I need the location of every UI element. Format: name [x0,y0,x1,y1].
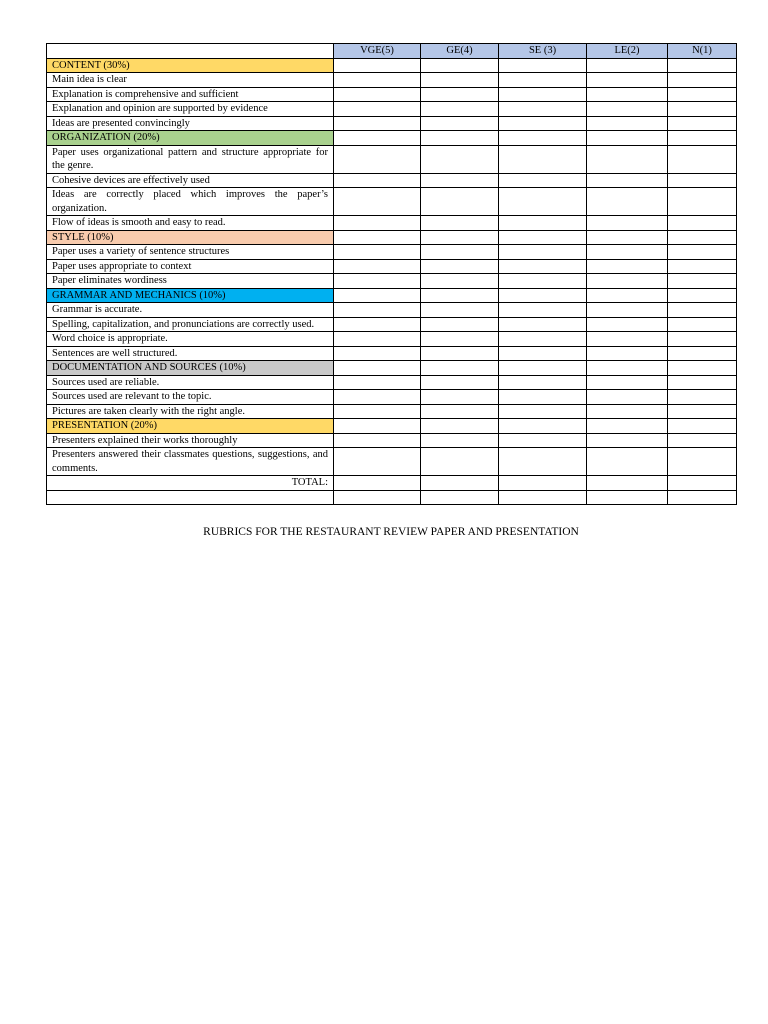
score-cell[interactable] [334,102,421,117]
rating-column-header: VGE(5) [334,44,421,59]
score-cell[interactable] [421,73,499,88]
score-cell[interactable] [421,102,499,117]
score-cell[interactable] [421,361,499,376]
criterion-label: Grammar is accurate. [47,303,334,318]
criterion-row [47,404,737,419]
score-cell[interactable] [334,404,421,419]
score-cell[interactable] [668,245,737,260]
score-cell[interactable] [421,230,499,245]
criterion-label: Presenters explained their works thoroughly [47,433,334,448]
score-cell[interactable] [421,404,499,419]
criterion-label: Sources used are relevant to the topic. [47,390,334,405]
score-cell[interactable] [668,346,737,361]
criterion-label: Cohesive devices are effectively used [47,173,334,188]
score-cell[interactable] [668,145,737,173]
score-cell[interactable] [587,145,668,173]
criterion-row [47,346,737,361]
criterion-row [47,188,737,216]
score-cell[interactable] [668,116,737,131]
score-cell[interactable] [587,131,668,146]
score-cell[interactable] [334,317,421,332]
score-cell[interactable] [499,346,587,361]
criterion-row [47,216,737,231]
score-cell[interactable] [499,145,587,173]
score-cell[interactable] [421,274,499,289]
criterion-label: Ideas are correctly placed which improves the paper’s organization. [47,188,334,216]
score-cell[interactable] [499,375,587,390]
section-title: STYLE (10%) [47,230,334,245]
score-cell[interactable] [668,448,737,476]
score-cell[interactable] [587,288,668,303]
score-cell[interactable] [587,230,668,245]
criterion-label: Paper eliminates wordiness [47,274,334,289]
criterion-label: Presenters answered their classmates questions, suggestions, and comments. [47,448,334,476]
score-cell[interactable] [587,390,668,405]
score-cell[interactable] [421,490,499,504]
score-cell[interactable] [587,476,668,491]
criterion-label: Paper uses organizational pattern and structure appropriate for the genre. [47,145,334,173]
score-cell[interactable] [421,216,499,231]
score-cell[interactable] [334,230,421,245]
score-cell[interactable] [587,419,668,434]
score-cell[interactable] [668,188,737,216]
criterion-row [47,116,737,131]
score-cell[interactable] [421,476,499,491]
score-cell[interactable] [668,390,737,405]
score-cell[interactable] [668,274,737,289]
score-cell[interactable] [587,303,668,318]
score-cell[interactable] [587,404,668,419]
score-cell[interactable] [499,361,587,376]
rating-column-header: LE(2) [587,44,668,59]
score-cell[interactable] [334,419,421,434]
section-row [47,288,737,303]
score-cell[interactable] [421,419,499,434]
score-cell[interactable] [668,73,737,88]
score-cell[interactable] [499,230,587,245]
score-cell[interactable] [499,419,587,434]
score-cell[interactable] [587,259,668,274]
score-cell[interactable] [499,245,587,260]
score-cell[interactable] [334,288,421,303]
criterion-label: Sources used are reliable. [47,375,334,390]
score-cell[interactable] [421,346,499,361]
section-title: ORGANIZATION (20%) [47,131,334,146]
section-title: CONTENT (30%) [47,58,334,73]
score-cell[interactable] [668,476,737,491]
score-cell[interactable] [587,216,668,231]
criterion-row [47,375,737,390]
criterion-label: Explanation is comprehensive and sufficient [47,87,334,102]
score-cell[interactable] [334,216,421,231]
score-cell[interactable] [587,188,668,216]
criterion-row [47,245,737,260]
score-cell[interactable] [334,361,421,376]
rubric-table [46,43,737,505]
score-cell[interactable] [499,490,587,504]
score-cell[interactable] [499,433,587,448]
score-cell[interactable] [499,116,587,131]
score-cell[interactable] [499,274,587,289]
score-cell[interactable] [587,433,668,448]
score-cell[interactable] [587,332,668,347]
criterion-label: Paper uses a variety of sentence structures [47,245,334,260]
rating-column-header: SE (3) [499,44,587,59]
score-cell[interactable] [668,58,737,73]
score-cell[interactable] [499,102,587,117]
score-cell[interactable] [587,361,668,376]
score-cell[interactable] [668,361,737,376]
criterion-label: Ideas are presented convincingly [47,116,334,131]
score-cell[interactable] [421,131,499,146]
score-cell[interactable] [499,216,587,231]
score-cell[interactable] [668,87,737,102]
score-cell[interactable] [421,317,499,332]
score-cell[interactable] [587,317,668,332]
score-cell[interactable] [668,332,737,347]
criterion-label: Flow of ideas is smooth and easy to read. [47,216,334,231]
section-row [47,131,737,146]
score-cell[interactable] [499,131,587,146]
section-row [47,58,737,73]
score-cell[interactable] [334,173,421,188]
score-cell[interactable] [668,419,737,434]
score-cell[interactable] [421,375,499,390]
score-cell[interactable] [334,58,421,73]
section-row [47,419,737,434]
score-cell[interactable] [587,173,668,188]
score-cell[interactable] [421,303,499,318]
score-cell[interactable] [587,346,668,361]
criteria-header-cell [47,44,334,59]
score-cell[interactable] [587,375,668,390]
score-cell[interactable] [334,490,421,504]
score-cell[interactable] [499,476,587,491]
score-cell[interactable] [334,448,421,476]
criterion-row [47,259,737,274]
score-cell[interactable] [668,216,737,231]
score-cell[interactable] [668,404,737,419]
score-cell[interactable] [668,102,737,117]
score-cell[interactable] [587,490,668,504]
blank-cell [47,490,334,504]
score-cell[interactable] [668,288,737,303]
score-cell[interactable] [668,230,737,245]
score-cell[interactable] [334,188,421,216]
criterion-row [47,102,737,117]
score-cell[interactable] [668,317,737,332]
criterion-row [47,173,737,188]
score-cell[interactable] [668,375,737,390]
score-cell[interactable] [668,173,737,188]
score-cell[interactable] [421,116,499,131]
score-cell[interactable] [499,259,587,274]
score-cell[interactable] [334,303,421,318]
score-cell[interactable] [668,303,737,318]
score-cell[interactable] [421,173,499,188]
score-cell[interactable] [499,58,587,73]
score-cell[interactable] [587,448,668,476]
total-label: TOTAL: [47,476,334,491]
score-cell[interactable] [587,102,668,117]
header-row [47,44,737,59]
score-cell[interactable] [499,390,587,405]
score-cell[interactable] [421,87,499,102]
criterion-row [47,303,737,318]
score-cell[interactable] [334,274,421,289]
criterion-row [47,390,737,405]
criterion-label: Paper uses appropriate to context [47,259,334,274]
criterion-label: Spelling, capitalization, and pronunciations are correctly used. [47,317,334,332]
section-title: PRESENTATION (20%) [47,419,334,434]
score-cell[interactable] [334,73,421,88]
score-cell[interactable] [499,332,587,347]
score-cell[interactable] [421,259,499,274]
score-cell[interactable] [334,259,421,274]
score-cell[interactable] [334,131,421,146]
score-cell[interactable] [587,274,668,289]
score-cell[interactable] [587,58,668,73]
score-cell[interactable] [668,490,737,504]
score-cell[interactable] [334,145,421,173]
score-cell[interactable] [421,58,499,73]
score-cell[interactable] [668,433,737,448]
criterion-row [47,317,737,332]
criterion-row [47,332,737,347]
section-title: DOCUMENTATION AND SOURCES (10%) [47,361,334,376]
rating-column-header: GE(4) [421,44,499,59]
total-row [47,476,737,491]
criterion-label: Sentences are well structured. [47,346,334,361]
criterion-row [47,433,737,448]
criterion-row [47,145,737,173]
score-cell[interactable] [421,332,499,347]
criterion-label: Pictures are taken clearly with the right angle. [47,404,334,419]
score-cell[interactable] [499,404,587,419]
criterion-label: Word choice is appropriate. [47,332,334,347]
score-cell[interactable] [421,390,499,405]
score-cell[interactable] [334,433,421,448]
score-cell[interactable] [587,87,668,102]
score-cell[interactable] [334,375,421,390]
score-cell[interactable] [421,245,499,260]
criterion-row [47,73,737,88]
score-cell[interactable] [334,87,421,102]
score-cell[interactable] [587,116,668,131]
score-cell[interactable] [499,173,587,188]
score-cell[interactable] [499,188,587,216]
rating-column-header: N(1) [668,44,737,59]
score-cell[interactable] [499,87,587,102]
criterion-label: Main idea is clear [47,73,334,88]
score-cell[interactable] [334,476,421,491]
score-cell[interactable] [334,390,421,405]
score-cell[interactable] [499,303,587,318]
score-cell[interactable] [334,116,421,131]
criterion-row [47,87,737,102]
score-cell[interactable] [421,188,499,216]
document-caption: RUBRICS FOR THE RESTAURANT REVIEW PAPER AND PRESENTATION [203,526,579,538]
score-cell[interactable] [421,448,499,476]
score-cell[interactable] [587,245,668,260]
score-cell[interactable] [334,332,421,347]
score-cell[interactable] [499,317,587,332]
criterion-row [47,274,737,289]
section-row [47,361,737,376]
score-cell[interactable] [499,288,587,303]
score-cell[interactable] [668,131,737,146]
score-cell[interactable] [668,259,737,274]
score-cell[interactable] [499,448,587,476]
score-cell[interactable] [334,346,421,361]
score-cell[interactable] [421,288,499,303]
score-cell[interactable] [499,73,587,88]
score-cell[interactable] [334,245,421,260]
score-cell[interactable] [421,145,499,173]
blank-row [47,490,737,504]
section-row [47,230,737,245]
score-cell[interactable] [421,433,499,448]
criterion-row [47,448,737,476]
score-cell[interactable] [587,73,668,88]
rubric-body [47,58,737,504]
section-title: GRAMMAR AND MECHANICS (10%) [47,288,334,303]
criterion-label: Explanation and opinion are supported by evidence [47,102,334,117]
